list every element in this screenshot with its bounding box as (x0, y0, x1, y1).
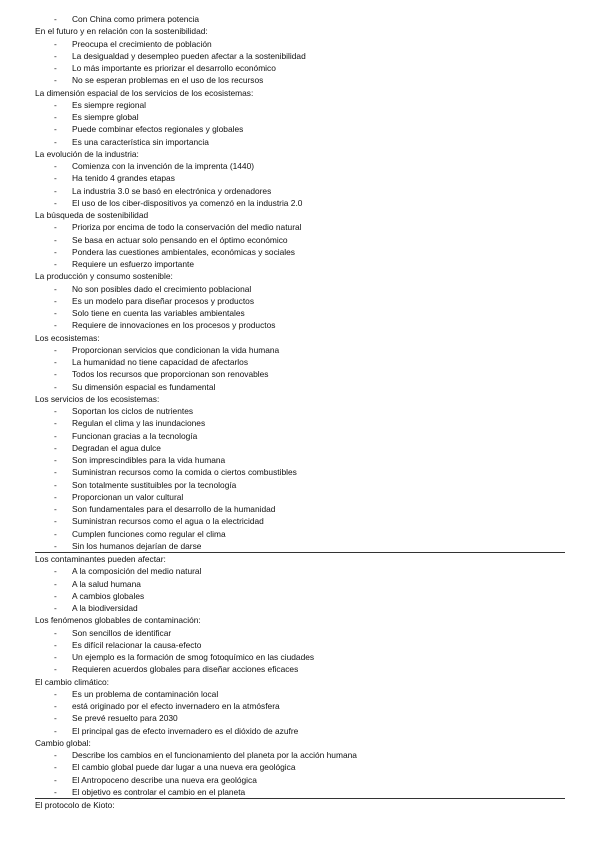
answer-option (35, 283, 565, 295)
answer-option (35, 651, 565, 663)
bullet-dash: - (54, 99, 57, 110)
answer-option (35, 442, 565, 454)
bullet-dash: - (54, 540, 57, 551)
bullet-dash: - (54, 112, 57, 122)
bullet-dash: - (54, 50, 57, 61)
answer-option-text: Degradan el agua dulce (72, 442, 161, 453)
bullet-dash: - (54, 381, 57, 392)
bullet-dash: - (54, 516, 57, 527)
question-block (35, 87, 565, 148)
bullet-dash: - (54, 455, 57, 465)
answer-option-text: Suministran recursos como el agua o la electricidad (72, 516, 264, 527)
answer-option (35, 491, 565, 503)
answer-option (35, 172, 565, 184)
question-heading: La búsqueda de sostenibilidad (35, 210, 149, 220)
bullet-dash: - (54, 590, 57, 601)
bullet-dash: - (54, 234, 57, 245)
answer-option-text: El principal gas de efecto invernadero es el dióxido de azufre (72, 725, 299, 736)
question-block (35, 332, 565, 393)
answer-option (35, 417, 565, 429)
bullet-dash: - (54, 173, 57, 184)
bullet-dash: - (54, 725, 57, 736)
question-block (35, 25, 565, 86)
bullet-dash: - (54, 406, 57, 416)
answer-option-text: No se esperan problemas en el uso de los recursos (72, 75, 264, 86)
answer-option (35, 639, 565, 651)
answer-option (35, 74, 565, 86)
answer-option (35, 454, 565, 466)
bullet-dash: - (54, 652, 57, 662)
answer-option (35, 503, 565, 515)
question-heading: En el futuro y en relación con la sostenibilidad: (35, 26, 208, 37)
answer-option-text: Requiere un esfuerzo importante (72, 259, 194, 269)
answer-option-text: Son fundamentales para el desarrollo de la humanidad (72, 504, 276, 514)
answer-option (35, 663, 565, 675)
answer-option-text: Soportan los ciclos de nutrientes (72, 406, 194, 416)
answer-option (35, 160, 565, 172)
bullet-dash: - (54, 442, 57, 453)
answer-option-text: Puede combinar efectos regionales y globales (72, 124, 244, 135)
question-heading: Los fenómenos globables de contaminación: (35, 615, 201, 626)
answer-option (35, 602, 565, 614)
answer-option (35, 258, 565, 270)
answer-option-text: Lo más importante es priorizar el desarrollo económico (72, 63, 276, 73)
answer-option (35, 774, 565, 786)
answer-option-text: Su dimensión espacial es fundamental (72, 381, 216, 392)
answer-option-text: Prioriza por encima de todo la conservación del medio natural (72, 222, 302, 233)
answer-option-text: La industria 3.0 se basó en electrónica y ordenadores (72, 185, 272, 196)
answer-option (35, 234, 565, 246)
answer-option (35, 62, 565, 74)
answer-option-text: Preocupa el crecimiento de población (72, 38, 212, 49)
answer-option (35, 688, 565, 700)
bullet-dash: - (54, 639, 57, 650)
answer-option (35, 136, 565, 148)
answer-option (35, 123, 565, 135)
answer-option (35, 381, 565, 393)
question-block (35, 614, 565, 675)
answer-option (35, 515, 565, 527)
answer-option (35, 13, 565, 25)
bullet-dash: - (54, 75, 57, 86)
answer-option (35, 590, 565, 602)
bullet-dash: - (54, 124, 57, 135)
question-block (35, 676, 565, 737)
answer-option-text: Regulan el clima y las inundaciones (72, 418, 206, 429)
answer-option-text: está originado por el efecto invernadero en la atmósfera (72, 701, 280, 711)
answer-option-text: A la biodiversidad (72, 603, 138, 613)
question-heading: La dimensión espacial de los servicios de los ecosistemas: (35, 87, 254, 98)
answer-option-text: Proporcionan servicios que condicionan la vida humana (72, 344, 280, 355)
question-block (35, 13, 565, 25)
answer-option-text: Son imprescindibles para la vida humana (72, 455, 226, 465)
answer-option (35, 725, 565, 737)
answer-option-text: El Antropoceno describe una nueva era geológica (72, 774, 257, 785)
answer-option-text: Es un problema de contaminación local (72, 688, 219, 699)
answer-option (35, 368, 565, 380)
bullet-dash: - (54, 295, 57, 306)
question-block (35, 799, 565, 811)
answer-option (35, 111, 565, 123)
question-heading: Los contaminantes pueden afectar: (35, 554, 166, 564)
bullet-dash: - (54, 664, 57, 675)
bullet-dash: - (54, 491, 57, 502)
bullet-dash: - (54, 344, 57, 355)
question-heading: La producción y consumo sostenible: (35, 271, 173, 282)
answer-option-text: A la salud humana (72, 578, 141, 589)
answer-option (35, 712, 565, 724)
bullet-dash: - (54, 750, 57, 760)
bullet-dash: - (54, 222, 57, 233)
answer-option-text: El cambio global puede dar lugar a una nueva era geológica (72, 762, 296, 773)
answer-option-text: La desigualdad y desempleo pueden afectar a la sostenibilidad (72, 50, 306, 61)
question-block (35, 737, 565, 799)
answer-option (35, 578, 565, 590)
question-heading: Los servicios de los ecosistemas: (35, 393, 160, 404)
bullet-dash: - (54, 259, 57, 269)
bullet-dash: - (54, 701, 57, 711)
answer-option (35, 540, 565, 552)
bullet-dash: - (54, 786, 57, 797)
answer-option-text: Se prevé resuelto para 2030 (72, 713, 178, 724)
answer-option (35, 700, 565, 712)
answer-option-text: La humanidad no tiene capacidad de afectarlos (72, 357, 249, 367)
answer-option (35, 627, 565, 639)
question-block (35, 270, 565, 331)
answer-option (35, 479, 565, 491)
answer-option (35, 405, 565, 417)
answer-option-text: Pondera las cuestiones ambientales, económicas y sociales (72, 246, 295, 257)
answer-option (35, 38, 565, 50)
bullet-dash: - (54, 603, 57, 613)
answer-option-text: Es difícil relacionar la causa-efecto (72, 639, 202, 650)
bullet-dash: - (54, 320, 57, 331)
answer-option (35, 99, 565, 111)
bullet-dash: - (54, 713, 57, 724)
answer-option (35, 295, 565, 307)
answer-option-text: Requieren acuerdos globales para diseñar acciones eficaces (72, 664, 299, 675)
bullet-dash: - (54, 467, 57, 478)
answer-option-text: No son posibles dado el crecimiento poblacional (72, 283, 252, 294)
answer-option (35, 761, 565, 773)
answer-option (35, 307, 565, 319)
answer-option-text: Con China como primera potencia (72, 14, 200, 24)
answer-option-text: Es siempre regional (72, 99, 147, 110)
answer-option-text: Es una característica sin importancia (72, 136, 209, 147)
answer-option (35, 50, 565, 62)
answer-option (35, 466, 565, 478)
answer-option-text: Sin los humanos dejarían de darse (72, 540, 202, 551)
answer-option (35, 221, 565, 233)
question-block (35, 209, 565, 270)
bullet-dash: - (54, 566, 57, 577)
answer-option (35, 749, 565, 761)
answer-option-text: Son sencillos de identificar (72, 627, 172, 638)
answer-option-text: A la composición del medio natural (72, 566, 202, 577)
answer-option (35, 197, 565, 209)
question-block (35, 393, 565, 553)
answer-option (35, 344, 565, 356)
bullet-dash: - (54, 308, 57, 318)
answer-option-text: Comienza con la invención de la imprenta (1440) (72, 161, 255, 171)
answer-option (35, 786, 565, 798)
answer-option-text: Son totalmente sustituibles por la tecnología (72, 479, 237, 490)
answer-option-text: Describe los cambios en el funcionamiento del planeta por la acción humana (72, 750, 357, 760)
bullet-dash: - (54, 528, 57, 539)
bullet-dash: - (54, 369, 57, 380)
bullet-dash: - (54, 479, 57, 490)
answer-option-text: Todos los recursos que proporcionan son renovables (72, 369, 269, 380)
question-heading: Los ecosistemas: (35, 332, 100, 343)
bullet-dash: - (54, 418, 57, 429)
bullet-dash: - (54, 430, 57, 441)
question-heading: El protocolo de Kioto: (35, 800, 115, 810)
bullet-dash: - (54, 504, 57, 514)
bullet-dash: - (54, 762, 57, 773)
answer-option-text: A cambios globales (72, 590, 145, 601)
bullet-dash: - (54, 14, 57, 24)
answer-option-text: Un ejemplo es la formación de smog fotoquímico en las ciudades (72, 652, 315, 662)
bullet-dash: - (54, 185, 57, 196)
bullet-dash: - (54, 627, 57, 638)
question-block (35, 148, 565, 209)
question-heading: El cambio climático: (35, 676, 110, 687)
bullet-dash: - (54, 136, 57, 147)
question-heading: Cambio global: (35, 737, 91, 748)
answer-option-text: Es un modelo para diseñar procesos y productos (72, 295, 255, 306)
answer-option-text: Es siempre global (72, 112, 139, 122)
answer-option-text: El uso de los ciber-dispositivos ya comenzó en la industria 2.0 (72, 197, 303, 208)
bullet-dash: - (54, 246, 57, 257)
answer-option-text: Suministran recursos como la comida o ciertos combustibles (72, 467, 297, 478)
answer-option (35, 185, 565, 197)
bullet-dash: - (54, 197, 57, 208)
question-block (35, 553, 565, 614)
answer-option-text: Solo tiene en cuenta las variables ambientales (72, 308, 245, 318)
answer-option-text: Funcionan gracias a la tecnología (72, 430, 198, 441)
document-body (35, 13, 565, 811)
answer-option (35, 356, 565, 368)
answer-option (35, 565, 565, 577)
bullet-dash: - (54, 578, 57, 589)
bullet-dash: - (54, 283, 57, 294)
bullet-dash: - (54, 357, 57, 367)
bullet-dash: - (54, 688, 57, 699)
answer-option (35, 528, 565, 540)
answer-option (35, 430, 565, 442)
answer-option (35, 246, 565, 258)
bullet-dash: - (54, 63, 57, 73)
answer-option-text: Se basa en actuar solo pensando en el óptimo económico (72, 234, 288, 245)
question-heading: La evolución de la industria: (35, 148, 139, 159)
answer-option-text: Cumplen funciones como regular el clima (72, 528, 226, 539)
answer-option-text: Requiere de innovaciones en los procesos y productos (72, 320, 276, 331)
bullet-dash: - (54, 774, 57, 785)
answer-option (35, 319, 565, 331)
bullet-dash: - (54, 161, 57, 171)
answer-option-text: El objetivo es controlar el cambio en el planeta (72, 786, 246, 797)
answer-option-text: Proporcionan un valor cultural (72, 491, 184, 502)
bullet-dash: - (54, 38, 57, 49)
answer-option-text: Ha tenido 4 grandes etapas (72, 173, 175, 184)
